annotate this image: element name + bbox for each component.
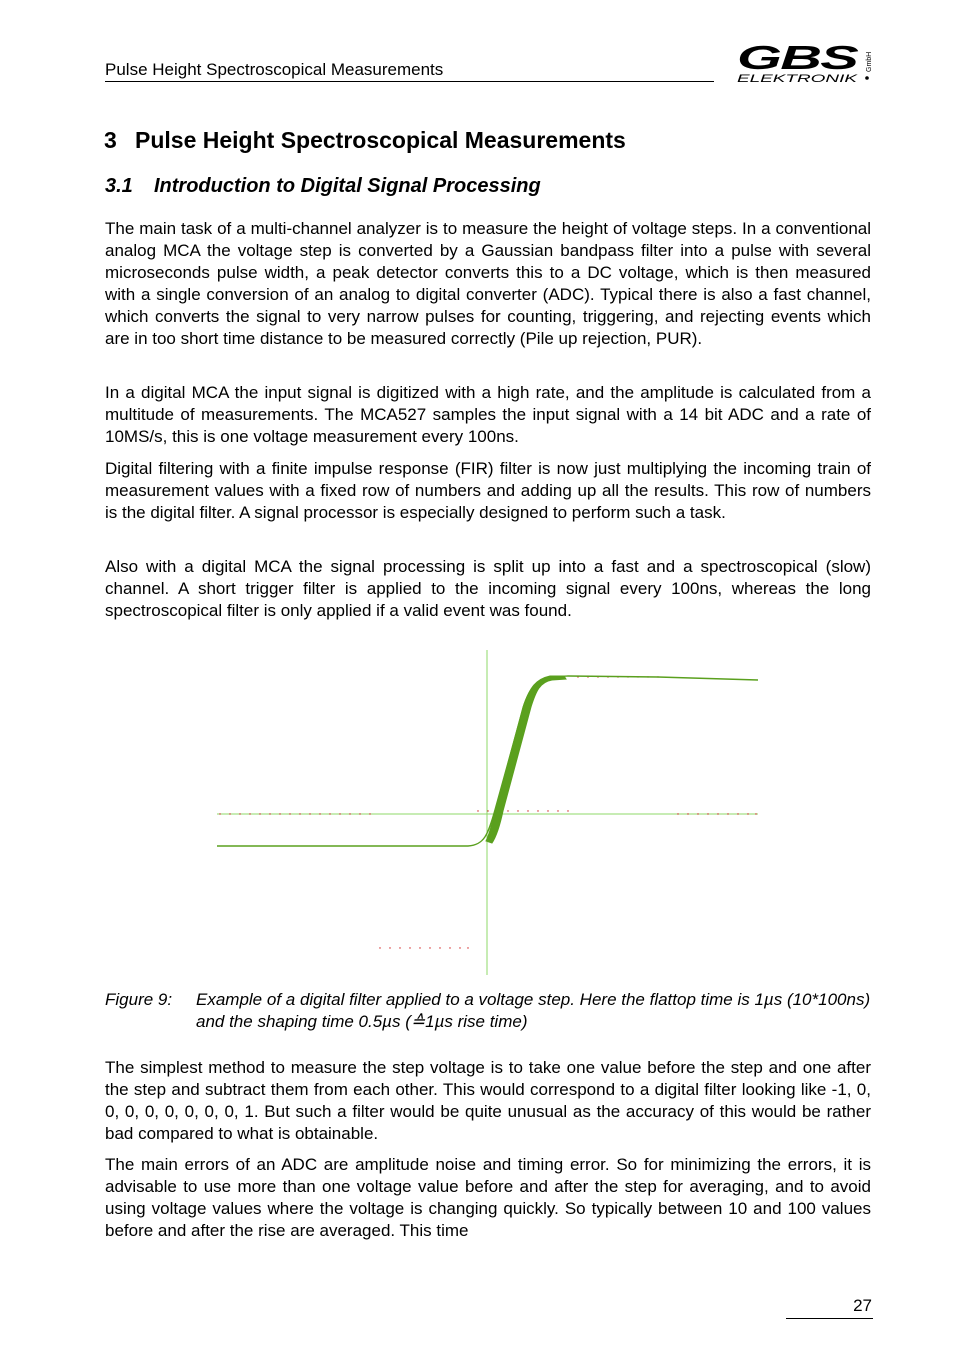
subsection-title: Introduction to Digital Signal Processing [154, 175, 541, 197]
paragraph: In a digital MCA the input signal is digitized with a high rate, and the amplitude is calculated from a multitude of measurements. The MCA527 samples the input signal with a 14 bit ADC and a rate of 10MS/s, this is one voltage measurement every 100ns. [105, 383, 871, 447]
subsection-heading [105, 175, 541, 198]
filtered-signal-band [486, 676, 566, 843]
subsection-number: 3.1 [105, 175, 133, 197]
logo-subtext: ELEKTRONIK [737, 73, 859, 85]
filter-step-figure [200, 645, 780, 980]
paragraph: Digital filtering with a finite impulse response (FIR) filter is now just multiplying the incoming train of measurement values with a fixed row of numbers and adding up all the results. This row of numbers is the digital filter. A signal processor is especially designed to perform such a task. [105, 459, 871, 523]
paragraph: The simplest method to measure the step voltage is to take one value before the step and one after the step and subtract them from each other. This would correspond to a digital filter looking like -1, 0, 0, 0, 0, 0, 0, 0, 0, 1. But such a filter would be quite unusual as the accuracy of this would be rather bad compared to what is obtainable. [105, 1058, 871, 1144]
logo-wordmark: GBS [737, 40, 859, 76]
section-heading [104, 127, 626, 154]
paragraph: The main task of a multi-channel analyzer is to measure the height of voltage steps. In a conventional analog MCA the voltage step is converted by a Gaussian bandpass filter into a pulse with several microseconds pulse width, a peak detector converts this to a DC voltage, which is then measured with a single conversion of an analog to digital converter (ADC). Typical there is also a fast channel, which converts the signal to very narrow pulses for counting, triggering, and rejecting events which are in too short time distance to be measured correctly (Pile up rejection, PUR). [105, 219, 871, 349]
figure-label: Figure 9: [105, 990, 173, 1009]
paragraph: The main errors of an ADC are amplitude noise and timing error. So for minimizing the errors, it is advisable to use more than one voltage value before and after the step for averaging, and to avoid using voltage values where the voltage is changing quickly. So typically between 10 and 100 values before and after the rise are averaged. This time [105, 1155, 871, 1241]
footer-rule [786, 1318, 873, 1319]
header-rule [105, 81, 714, 82]
marker-dots [219, 676, 756, 948]
gbs-elektronik-logo [733, 40, 883, 88]
page-number: 27 [853, 1296, 872, 1315]
section-title: Pulse Height Spectroscopical Measurements [135, 127, 626, 153]
filter-step-plot [200, 645, 780, 980]
figure-caption-text: Example of a digital filter applied to a voltage step. Here the flattop time is 1µs (10*100ns) and the shaping time 0.5µs (≙1µs rise time) [196, 990, 871, 1031]
section-number: 3 [104, 127, 117, 153]
paragraph: Also with a digital MCA the signal processing is split up into a fast and a spectroscopical (slow) channel. A short trigger filter is applied to the incoming signal every 100ns, whereas the long spectroscopical filter is only applied if a valid event was found. [105, 557, 871, 621]
logo-suffix: GmbH [866, 51, 873, 72]
running-title: Pulse Height Spectroscopical Measurements [105, 60, 444, 79]
